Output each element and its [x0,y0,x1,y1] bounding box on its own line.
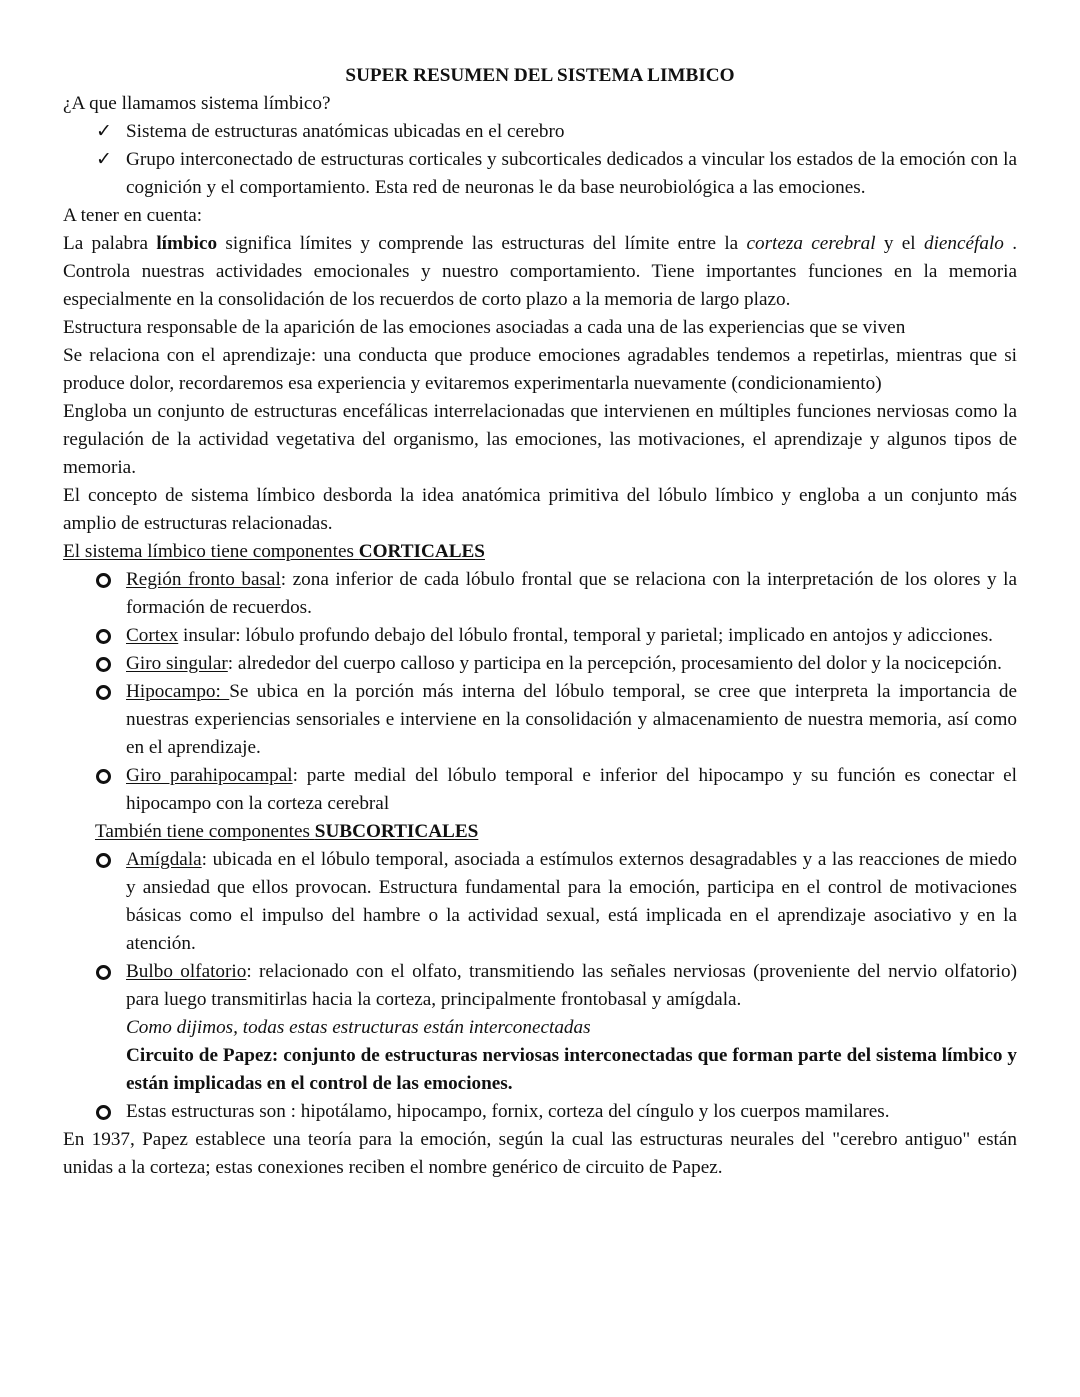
item-term: Región fronto basal [126,569,281,590]
structures-item [63,1098,1017,1126]
item-term: Giro singular [126,653,228,674]
heading-bold: CORTICALES [358,541,485,562]
intro-question: ¿A que llamamos sistema límbico? [63,93,331,114]
circle-bullet-icon [96,657,111,672]
item-term: Hipocampo: [126,681,230,702]
item-term: Bulbo olfatorio [126,961,247,982]
paragraph-estructura: Estructura responsable de la aparición de las emociones asociadas a cada una de las experiencias que se viven [63,317,906,338]
cortical-item [63,622,1017,650]
item-term: Giro parahipocampal [126,765,293,786]
checkmark-icon: ✓ [96,121,113,142]
checkmark-icon: ✓ [96,149,113,170]
text-run: . Controla nuestras actividades emocionales y nuestro comportamiento. Tiene importantes funciones en la memoria especialmente en la consolidación de los recuerdos de corto plazo a la memoria de largo plazo. [63,233,1017,310]
check-item [63,118,1017,146]
heading-text: El sistema límbico tiene componentes [63,541,359,562]
item-term: Cortex [126,625,179,646]
circle-bullet-icon [96,629,111,644]
paragraph-limbico [63,230,1017,314]
check-item-text: Grupo interconectado de estructuras corticales y subcorticales dedicados a vincular los estados de la emoción con la cognición y el comportamiento. Esta red de neuronas le da base neurobiológica a las emociones. [126,149,1017,198]
cortical-item [63,762,1017,818]
subcortical-item [63,958,1017,1014]
paragraph-concepto: El concepto de sistema límbico desborda la idea anatómica primitiva del lóbulo límbico y engloba a un conjunto más amplio de estructuras relacionadas. [63,485,1017,534]
paragraph-final: En 1937, Papez establece una teoría para la emoción, según la cual las estructuras neurales del "cerebro antiguo" están unidas a la corteza; estas conexiones reciben el nombre genérico de circuito de Papez. [63,1129,1017,1178]
italic-term: corteza cerebral [746,233,876,254]
item-desc: insular: lóbulo profundo debajo del lóbulo frontal, temporal y parietal; implicado en antojos y adicciones. [178,625,993,646]
text-run: y el [875,233,924,254]
item-desc: : alrededor del cuerpo calloso y participa en la percepción, procesamiento del dolor y la nocicepción. [227,653,1002,674]
circle-bullet-icon [96,965,111,980]
heading-text: También tiene componentes [95,821,315,842]
cortical-item [63,678,1017,762]
circle-bullet-icon [96,769,111,784]
check-item-text: Sistema de estructuras anatómicas ubicadas en el cerebro [126,121,565,142]
circle-bullet-icon [96,853,111,868]
text-run: La palabra [63,233,157,254]
document-page [63,62,1017,1182]
cortical-heading [63,538,1017,566]
item-text: Estas estructuras son : hipotálamo, hipocampo, fornix, corteza del cíngulo y los cuerpos mamilares. [126,1101,890,1122]
subcortical-item [63,846,1017,958]
bold-term: límbico [156,233,218,254]
paragraph-engloba: Engloba un conjunto de estructuras encefálicas interrelacionadas que intervienen en múltiples funciones nerviosas como la regulación de la actividad vegetativa del organismo, las emociones, las motivaciones, el aprendizaje y algunos tipos de memoria. [63,401,1017,478]
item-desc: : parte medial del lóbulo temporal e inferior del hipocampo y su función es conectar el hipocampo con la corteza cerebral [126,765,1017,814]
italic-term: diencéfalo [923,233,1004,254]
check-item [63,146,1017,202]
consider-label: A tener en cuenta: [63,205,203,226]
heading-bold: SUBCORTICALES [314,821,479,842]
item-desc: : relacionado con el olfato, transmitiendo las señales nerviosas (proveniente del nervio olfatorio) para luego transmitirlas hacia la corteza, principalmente frontobasal y amígdala. [126,961,1017,1010]
papez-definition: Circuito de Papez: conjunto de estructuras nerviosas interconectadas que forman parte del sistema límbico y están implicadas en el control de las emociones. [126,1045,1017,1094]
cortical-item [63,650,1017,678]
circle-bullet-icon [96,685,111,700]
subcortical-heading [63,818,1017,846]
text-run: significa límites y comprende las estructuras del límite entre la [217,233,747,254]
italic-note: Como dijimos, todas estas estructuras están interconectadas [126,1017,591,1038]
item-term: Amígdala [126,849,202,870]
item-desc: : zona inferior de cada lóbulo frontal que se relaciona con la interpretación de los olores y la formación de recuerdos. [126,569,1017,618]
item-desc: Se ubica en la porción más interna del lóbulo temporal, se cree que interpreta la importancia de nuestras experiencias sensoriales e interviene en la consolidación y almacenamiento de nuestra memoria, así como en el aprendizaje. [126,681,1017,758]
cortical-item [63,566,1017,622]
circle-bullet-icon [96,573,111,588]
circle-bullet-icon [96,1105,111,1120]
paragraph-aprendizaje: Se relaciona con el aprendizaje: una conducta que produce emociones agradables tendemos a repetirlas, mientras que si produce dolor, recordaremos esa experiencia y evitaremos experimentarla nuevamente (condicionamiento) [63,345,1017,394]
item-desc: : ubicada en el lóbulo temporal, asociada a estímulos externos desagradables y a las reacciones de miedo y ansiedad que ellos provocan. Estructura fundamental para la emoción, participa en el control de motivaciones básicas como el impulso del hambre o la actividad sexual, está implicada en el aprendizaje asociativo y en la atención. [126,849,1017,954]
page-title: SUPER RESUMEN DEL SISTEMA LIMBICO [345,65,735,86]
